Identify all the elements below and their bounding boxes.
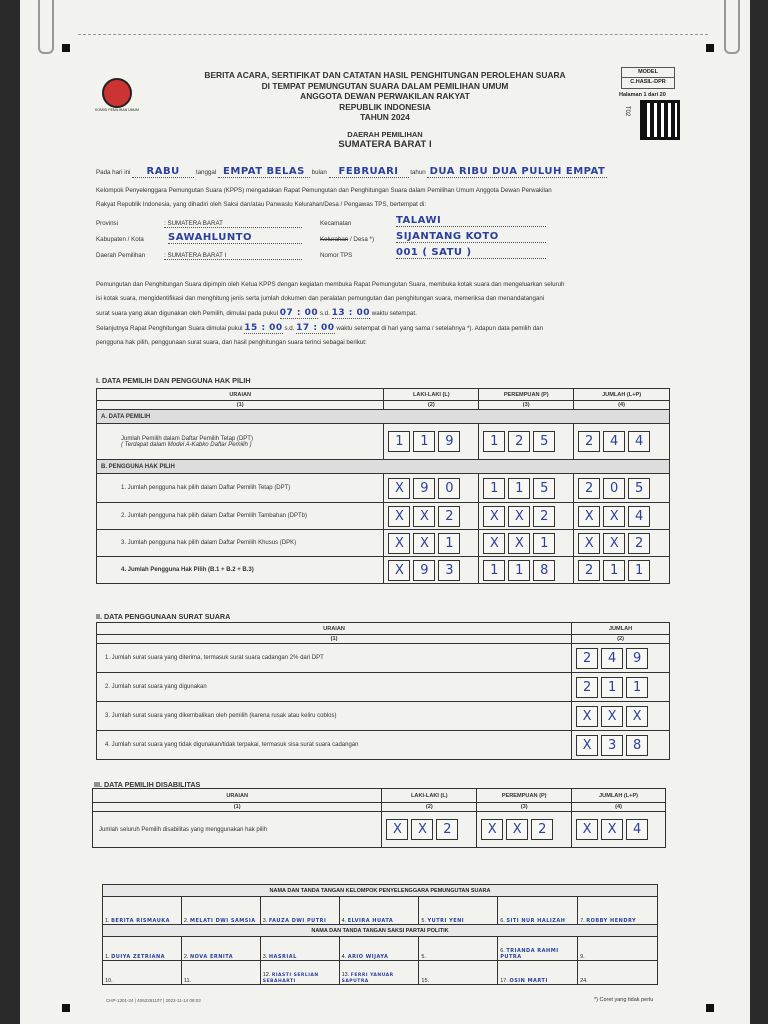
col-number: (1) xyxy=(93,803,382,812)
start-time-1: 07 : 00 xyxy=(279,308,319,318)
cell-p xyxy=(479,424,574,460)
row-a-label xyxy=(97,424,384,460)
col-header: URAIAN xyxy=(97,389,384,401)
sig-num: 2. xyxy=(183,918,189,924)
cell-total xyxy=(574,424,670,460)
sig-num: 17. xyxy=(500,978,508,984)
para-line: Pemungutan dan Penghitungan Suara dipimpin oleh Ketua KPPS dengan kegiatan membuka Rapat Pemungutan Suara, membuka kotak suara dan mengeluarkan seluruh xyxy=(96,281,565,288)
col-number: (3) xyxy=(477,803,572,812)
cell-l xyxy=(384,424,479,460)
model-label: MODEL xyxy=(638,69,658,75)
saksi-name: HASRIAL xyxy=(268,954,297,960)
kpps-name: YUTRI YENI xyxy=(427,918,465,924)
digit-box: X xyxy=(508,533,530,554)
usage-row-label: 3. Jumlah surat suara yang dikembalikan oleh pemilih (karena rusak atau keliru coblos) xyxy=(97,702,572,731)
cell-jumlah xyxy=(572,673,670,702)
tahun-label: tahun xyxy=(410,169,426,176)
kpps-signature xyxy=(260,897,339,925)
tahun-value: DUA RIBU DUA PULUH EMPAT xyxy=(427,166,607,178)
para-line: pengguna hak pilih, penggunaan surat suara, dan hasil penghitungan suara terinci sebagai berikut: xyxy=(96,339,367,346)
row-b2-label: 2. Jumlah pengguna hak pilih dalam Daftar Pemilih Tambahan (DPTb) xyxy=(97,503,384,530)
side-code: T02 xyxy=(624,105,631,117)
col-number: (1) xyxy=(97,401,384,410)
digit-box: 0 xyxy=(438,478,460,499)
qr-code xyxy=(640,100,680,140)
digit-box: X xyxy=(388,533,410,554)
para-text: surat suara yang akan digunakan oleh Pemilih, dimulai pada pukul xyxy=(96,310,278,317)
footer-code: CHP-1301-24 | 4062261107 | 2023-11-14 08:03 xyxy=(106,998,201,1003)
col-header: URAIAN xyxy=(93,789,382,803)
desa-label xyxy=(320,236,374,243)
kpps-name: ROBBY HENDRY xyxy=(586,918,637,924)
saksi-signature xyxy=(339,961,419,985)
col-header: LAKI-LAKI (L) xyxy=(382,789,477,803)
digit-box: 3 xyxy=(601,735,623,756)
saksi-signature xyxy=(339,937,419,961)
kpps-signature xyxy=(498,897,578,925)
saksi-signature xyxy=(181,961,260,985)
saksi-signature xyxy=(419,937,498,961)
para-line xyxy=(96,321,716,336)
saksi-signature xyxy=(181,937,260,961)
sig-num: 10. xyxy=(105,978,113,984)
section-1-table xyxy=(96,388,670,584)
intro-line: Kelompok Penyelenggara Pemungutan Suara (KPPS) mengadakan Rapat Pemungutan dan Penghitungan Suara dalam Pemilihan Umum Anggota Dewan Perwakilan xyxy=(96,187,552,194)
pada-hari-label: Pada hari ini xyxy=(96,169,131,176)
digit-box: 2 xyxy=(438,506,460,527)
saksi-signature xyxy=(419,961,498,985)
saksi-signature xyxy=(260,961,339,985)
digit-box: 1 xyxy=(438,533,460,554)
col-header: PEREMPUAN (P) xyxy=(477,789,572,803)
digit-box: X xyxy=(576,735,598,756)
digit-box: X xyxy=(388,506,410,527)
cell-l xyxy=(384,530,479,557)
saksi-signature xyxy=(498,937,578,961)
cell-l xyxy=(384,503,479,530)
saksi-name: OSIN MARTI xyxy=(509,978,548,984)
col-header: JUMLAH xyxy=(572,623,670,635)
sig-num: 3. xyxy=(262,954,268,960)
title-line: TAHUN 2024 xyxy=(360,112,410,122)
corner-marker xyxy=(706,44,714,52)
kpps-signature-title: NAMA DAN TANDA TANGAN KELOMPOK PENYELENGGARA PEMUNGUTAN SUARA xyxy=(103,885,658,897)
sig-num: 5. xyxy=(421,954,427,960)
col-number: (4) xyxy=(574,401,670,410)
digit-box: X xyxy=(576,819,598,840)
digit-box: X xyxy=(388,478,410,499)
dapil-label: Daerah Pemilihan xyxy=(96,252,146,259)
end-time-2: 17 : 00 xyxy=(296,323,335,333)
cell-p xyxy=(479,474,574,503)
cell-total xyxy=(574,530,670,557)
digit-box: 1 xyxy=(601,677,623,698)
sig-num: 24. xyxy=(580,978,588,984)
kpps-name: ELVIRA HUATA xyxy=(347,918,394,924)
row-b3-label: 3. Jumlah pengguna hak pilih dalam Daftar Pemilih Khusus (DPK) xyxy=(97,530,384,557)
col-number: (3) xyxy=(479,401,574,410)
signature-table xyxy=(102,884,658,985)
digit-box: 3 xyxy=(438,560,460,581)
digit-box: 4 xyxy=(601,648,623,669)
digit-box: 2 xyxy=(576,677,598,698)
kpu-logo xyxy=(102,78,132,108)
digit-box: X xyxy=(508,506,530,527)
kpps-name: SITI NUR HALIZAH xyxy=(506,918,566,924)
bulan-label: bulan xyxy=(311,169,327,176)
page-indicator: Halaman 1 dari 20 xyxy=(619,92,666,98)
digit-box: 2 xyxy=(578,431,600,452)
digit-box: 4 xyxy=(628,506,650,527)
tps-label: Nomor TPS xyxy=(320,252,353,259)
digit-box: X xyxy=(601,819,623,840)
cell-jumlah xyxy=(572,644,670,673)
sig-num: 11. xyxy=(183,978,192,984)
digit-box: 8 xyxy=(626,735,648,756)
saksi-signature xyxy=(578,961,658,985)
row-b1-label: 1. Jumlah pengguna hak pilih dalam Daftar Pemilih Tetap (DPT) xyxy=(97,474,384,503)
sig-num: 5. xyxy=(421,918,427,924)
digit-box: 1 xyxy=(508,478,530,499)
section-2-table xyxy=(96,622,670,760)
saksi-signature xyxy=(103,961,182,985)
sig-num: 12. xyxy=(262,972,271,978)
digit-box: X xyxy=(578,506,600,527)
col-header: PEREMPUAN (P) xyxy=(479,389,574,401)
digit-box: 9 xyxy=(438,431,460,452)
section-2-title: II. DATA PENGGUNAAN SURAT SUARA xyxy=(96,612,231,621)
para-line: isi kotak suara, mengidentifikasi dan menghitung jenis serta jumlah dokumen dan peralatan pemungutan dan penghitungan suara, memeriksa dan menandatangani xyxy=(96,295,545,302)
kabupaten-value: SAWAHLUNTO xyxy=(168,232,302,244)
sig-num: 7. xyxy=(580,918,585,924)
section-3-title: III. DATA PEMILIH DISABILITAS xyxy=(94,780,201,789)
col-header: LAKI-LAKI (L) xyxy=(384,389,479,401)
digit-box: X xyxy=(603,533,625,554)
saksi-signature xyxy=(260,937,339,961)
col-number: (2) xyxy=(572,635,670,644)
section-3-table xyxy=(92,788,666,848)
kelurahan-struck: Kelurahan xyxy=(320,236,349,243)
cell-l xyxy=(384,557,479,584)
start-time-2: 15 : 00 xyxy=(244,323,283,333)
digit-box: 2 xyxy=(533,506,555,527)
dapil-value: : SUMATERA BARAT I xyxy=(164,252,302,260)
kpps-signature xyxy=(419,897,498,925)
cell-total xyxy=(574,474,670,503)
bulan-value: FEBRUARI xyxy=(329,166,409,178)
top-dashed-line xyxy=(78,34,708,35)
sig-num: 15. xyxy=(421,978,430,984)
binder-clip-right xyxy=(724,0,740,54)
cell-p xyxy=(479,503,574,530)
saksi-signature xyxy=(103,937,182,961)
sig-num: 13. xyxy=(341,972,350,978)
end-time-1: 13 : 00 xyxy=(331,308,370,318)
digit-box: X xyxy=(386,819,408,840)
digit-box: 1 xyxy=(483,431,505,452)
sig-num: 1. xyxy=(105,918,110,924)
model-badge xyxy=(621,67,675,89)
digit-box: 1 xyxy=(413,431,435,452)
digit-box: 1 xyxy=(628,560,650,581)
daerah-label: DAERAH PEMILIHAN xyxy=(347,129,423,139)
form-title xyxy=(150,70,620,151)
tanggal-value: EMPAT BELAS xyxy=(218,166,310,178)
kpu-logo-text: KOMISI PEMILIHAN UMUM xyxy=(95,108,139,112)
digit-box: 5 xyxy=(628,478,650,499)
digit-box: X xyxy=(388,560,410,581)
title-line: ANGGOTA DEWAN PERWAKILAN RAKYAT xyxy=(300,91,470,101)
kpps-signature xyxy=(578,897,658,925)
corner-marker xyxy=(62,44,70,52)
kecamatan-value: TALAWI xyxy=(396,215,546,227)
digit-box: 1 xyxy=(483,478,505,499)
col-header: URAIAN xyxy=(97,623,572,635)
sig-num: 1. xyxy=(105,954,110,960)
saksi-name: DUIYA ZETRIANA xyxy=(111,954,166,960)
footer-note: *) Coret yang tidak perlu xyxy=(594,997,654,1003)
sig-num: 3. xyxy=(262,918,268,924)
saksi-name: ARIO WIJAYA xyxy=(347,954,389,960)
tps-value: 001 ( SATU ) xyxy=(396,247,546,259)
digit-box: 4 xyxy=(628,431,650,452)
title-line: DI TEMPAT PEMUNGUTAN SUARA DALAM PEMILIHAN UMUM xyxy=(261,80,509,91)
digit-box: 1 xyxy=(388,431,410,452)
digit-box: X xyxy=(413,533,435,554)
title-line: REPUBLIK INDONESIA xyxy=(339,101,431,112)
saksi-name: NOVA ERNITA xyxy=(190,954,234,960)
digit-box: 2 xyxy=(508,431,530,452)
digit-box: X xyxy=(413,506,435,527)
sig-num: 9. xyxy=(580,954,585,960)
cell-total xyxy=(572,812,666,848)
col-number: (2) xyxy=(384,401,479,410)
digit-box: X xyxy=(411,819,433,840)
digit-box: 1 xyxy=(508,560,530,581)
row-b4-label: 4. Jumlah Pengguna Hak Pilih (B.1 + B.2 + B.3) xyxy=(97,557,384,584)
kpps-signature xyxy=(339,897,419,925)
digit-box: X xyxy=(626,706,648,727)
desa-label-text: / Desa *) xyxy=(349,236,375,243)
intro-text xyxy=(96,184,716,212)
digit-box: 2 xyxy=(578,560,600,581)
cell-total xyxy=(574,503,670,530)
desa-value: SIJANTANG KOTO xyxy=(396,231,546,243)
kpps-name: BERITA RISMAUKA xyxy=(111,918,171,924)
col-number: (4) xyxy=(572,803,666,812)
cell-l xyxy=(384,474,479,503)
digit-box: 1 xyxy=(533,533,555,554)
kecamatan-label: Kecamatan xyxy=(320,220,352,227)
digit-box: 9 xyxy=(413,478,435,499)
usage-row-label: 1. Jumlah surat suara yang diterima, termasuk surat suara cadangan 2% dari DPT xyxy=(97,644,572,673)
digit-box: X xyxy=(601,706,623,727)
section-1-title: I. DATA PEMILIH DAN PENGGUNA HAK PILIH xyxy=(96,376,251,385)
row-a-note: ( Terdapat dalam Model A-Kabko Daftar Pemilih ) xyxy=(121,441,252,448)
digit-box: X xyxy=(483,533,505,554)
sd-label: s.d. xyxy=(284,325,295,332)
kpps-signature xyxy=(181,897,260,925)
model-code: C.HASIL-DPR xyxy=(622,77,674,87)
digit-box: X xyxy=(603,506,625,527)
hari-value: RABU xyxy=(132,166,194,178)
kpps-name: FAUZA DWI PUTRI xyxy=(268,918,327,924)
sig-num: 6. xyxy=(500,918,505,924)
kpps-name: MELATI DWI SAMSIA xyxy=(190,918,256,924)
para-text: waktu setempat. xyxy=(371,310,417,317)
digit-box: 1 xyxy=(483,560,505,581)
digit-box: 2 xyxy=(578,478,600,499)
group-b-label: B. PENGGUNA HAK PILIH xyxy=(97,460,670,474)
usage-row-label: 2. Jumlah surat suara yang digunakan xyxy=(97,673,572,702)
para-text: waktu setempat di hari yang sama / setelahnya *). Adapun data pemilih dan xyxy=(336,325,544,332)
digit-box: X xyxy=(506,819,528,840)
kabupaten-label: Kabupaten / Kota xyxy=(96,236,144,243)
col-header: JUMLAH (L+P) xyxy=(572,789,666,803)
digit-box: 4 xyxy=(626,819,648,840)
digit-box: 4 xyxy=(603,431,625,452)
para-line xyxy=(96,306,716,321)
digit-box: X xyxy=(576,706,598,727)
group-a-label: A. DATA PEMILIH xyxy=(97,410,670,424)
cell-jumlah xyxy=(572,702,670,731)
sig-num: 4. xyxy=(341,954,347,960)
para-text: Selanjutnya Rapat Penghitungan Suara dimulai pukul xyxy=(96,325,243,332)
cell-p xyxy=(477,812,572,848)
digit-box: 2 xyxy=(576,648,598,669)
sig-num: 4. xyxy=(341,918,347,924)
digit-box: 2 xyxy=(436,819,458,840)
digit-box: X xyxy=(578,533,600,554)
tanggal-label: tanggal xyxy=(195,169,217,176)
saksi-name: RIASTI SERLIAN SEBAHARTI xyxy=(262,973,319,984)
intro-date-line xyxy=(96,166,736,178)
digit-box: 2 xyxy=(531,819,553,840)
cell-l xyxy=(382,812,477,848)
digit-box: 9 xyxy=(413,560,435,581)
sig-num: 2. xyxy=(183,954,189,960)
row-a-text: Jumlah Pemilih dalam Daftar Pemilih Tetap (DPT) xyxy=(121,435,253,442)
digit-box: 0 xyxy=(603,478,625,499)
digit-box: 9 xyxy=(626,648,648,669)
sig-num: 6. xyxy=(500,948,505,954)
digit-box: 8 xyxy=(533,560,555,581)
provinsi-value: : SUMATERA BARAT xyxy=(164,220,302,228)
col-header: JUMLAH (L+P) xyxy=(574,389,670,401)
digit-box: 2 xyxy=(628,533,650,554)
corner-marker xyxy=(62,1004,70,1012)
digit-box: 1 xyxy=(626,677,648,698)
title-line: BERITA ACARA, SERTIFIKAT DAN CATATAN HASIL PENGHITUNGAN PEROLEHAN SUARA xyxy=(204,70,566,80)
digit-box: 1 xyxy=(603,560,625,581)
cell-p xyxy=(479,557,574,584)
usage-row-label: 4. Jumlah surat suara yang tidak digunakan/tidak terpakai, termasuk sisa surat suara cadangan xyxy=(97,731,572,760)
cell-jumlah xyxy=(572,731,670,760)
binder-clip-left xyxy=(38,0,54,54)
sd-label: s.d. xyxy=(319,310,330,317)
digit-box: 5 xyxy=(533,431,555,452)
corner-marker xyxy=(706,1004,714,1012)
process-paragraph xyxy=(96,278,716,350)
disabilitas-row-label: Jumlah seluruh Pemilih disabilitas yang menggunakan hak pilih xyxy=(93,812,382,848)
provinsi-label: Provinsi xyxy=(96,220,119,227)
saksi-name: TRIANDA RAHMI PUTRA xyxy=(500,948,559,960)
saksi-signature xyxy=(498,961,578,985)
kpps-signature xyxy=(103,897,182,925)
col-number: (1) xyxy=(97,635,572,644)
cell-total xyxy=(574,557,670,584)
intro-line: Rakyat Republik Indonesia, yang dihadiri oleh Saksi dan/atau Panwaslu Kelurahan/Desa / Pengawas TPS, bertempat di: xyxy=(96,201,427,208)
saksi-signature xyxy=(578,937,658,961)
col-number: (2) xyxy=(382,803,477,812)
saksi-name: FERRI YANUAR SAPUTRA xyxy=(341,973,394,984)
digit-box: 5 xyxy=(533,478,555,499)
saksi-signature-title: NAMA DAN TANDA TANGAN SAKSI PARTAI POLITIK xyxy=(103,925,658,937)
cell-p xyxy=(479,530,574,557)
digit-box: X xyxy=(481,819,503,840)
daerah-value: SUMATERA BARAT I xyxy=(338,139,432,150)
digit-box: X xyxy=(483,506,505,527)
